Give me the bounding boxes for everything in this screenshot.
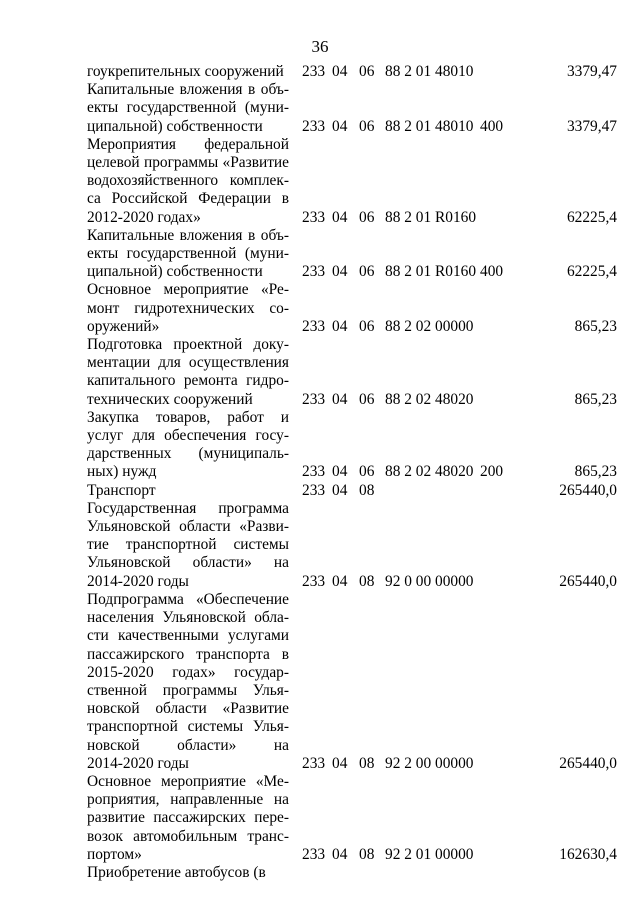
expense-type-code: 200 — [480, 463, 504, 481]
table-row — [87, 227, 617, 282]
description-line: сти качественными услугами — [87, 627, 289, 645]
subsection-code: 06 — [359, 317, 375, 335]
admin-code: 233 — [302, 572, 326, 590]
section-code: 04 — [332, 754, 348, 772]
admin-code: 233 — [302, 208, 326, 226]
row-description — [87, 281, 289, 336]
description-line: гоукрепительных сооружений — [87, 63, 284, 80]
description-line: населения Ульяновской обла- — [87, 609, 289, 627]
description-line: 2012-2020 годах» — [87, 208, 201, 226]
row-description — [87, 227, 289, 282]
description-line: ственной программы Улья- — [87, 681, 289, 699]
description-line: целевой программы «Развитие — [87, 154, 289, 172]
table-row — [87, 136, 617, 227]
target-article-code: 88 2 01 48010 — [385, 117, 474, 135]
description-line: Государственная программа — [87, 499, 289, 517]
admin-code: 233 — [302, 317, 326, 335]
section-code: 04 — [332, 317, 348, 335]
description-line: водохозяйственного комплек- — [87, 172, 289, 190]
budget-table — [87, 63, 617, 882]
description-line: капитального ремонта гидро- — [87, 372, 289, 390]
row-description — [87, 482, 289, 500]
row-description — [87, 500, 289, 591]
description-line: роприятия, направленные на — [87, 791, 289, 809]
target-article-code: 88 2 01 R0160 — [385, 208, 477, 226]
amount: 62225,4 — [566, 263, 617, 281]
description-line: монт гидротехнических со- — [87, 299, 289, 317]
description-line: новской области» на — [87, 736, 289, 754]
description-line: Приобретение автобусов (в — [87, 863, 266, 881]
description-line: ципальной) собственности — [87, 117, 263, 135]
target-article-code: 88 2 01 48010 — [385, 63, 474, 80]
admin-code: 233 — [302, 263, 326, 281]
subsection-code: 06 — [359, 208, 375, 226]
row-description — [87, 864, 289, 882]
target-article-code: 92 2 01 00000 — [385, 845, 474, 863]
amount: 162630,4 — [559, 845, 617, 863]
subsection-code: 08 — [359, 754, 375, 772]
row-description — [87, 336, 289, 409]
section-code: 04 — [332, 208, 348, 226]
target-article-code: 88 2 01 R0160 — [385, 263, 477, 281]
description-line: услуг для обеспечения госу- — [87, 427, 289, 445]
description-line: технических сооружений — [87, 390, 253, 408]
description-line: возок автомобильным транс- — [87, 827, 289, 845]
subsection-code: 08 — [359, 572, 375, 590]
table-row — [87, 81, 617, 136]
amount: 865,23 — [574, 390, 617, 408]
description-line: Капитальные вложения в объ- — [87, 226, 289, 244]
row-description — [87, 81, 289, 136]
table-row — [87, 281, 617, 336]
subsection-code: 08 — [359, 481, 375, 499]
admin-code: 233 — [302, 845, 326, 863]
row-description — [87, 63, 289, 81]
amount: 865,23 — [574, 463, 617, 481]
description-line: дарственных (муниципаль- — [87, 445, 289, 463]
table-row — [87, 63, 617, 81]
target-article-code: 92 0 00 00000 — [385, 572, 474, 590]
amount: 265440,0 — [559, 754, 617, 772]
description-line: ных) нужд — [87, 463, 157, 481]
section-code: 04 — [332, 481, 348, 499]
admin-code: 233 — [302, 463, 326, 481]
subsection-code: 06 — [359, 117, 375, 135]
description-line: са Российской Федерации в — [87, 190, 289, 208]
description-line: Ульяновской области «Разви- — [87, 518, 289, 536]
admin-code: 233 — [302, 63, 326, 80]
description-line: новской области «Развитие — [87, 700, 289, 718]
table-row — [87, 591, 617, 773]
description-line: 2015-2020 годах» государ- — [87, 663, 289, 681]
table-row — [87, 864, 617, 882]
amount: 3379,47 — [566, 117, 617, 135]
description-line: портом» — [87, 845, 142, 863]
row-description — [87, 591, 289, 773]
description-line: Капитальные вложения в объ- — [87, 81, 289, 99]
table-row — [87, 500, 617, 591]
subsection-code: 08 — [359, 845, 375, 863]
table-row — [87, 773, 617, 864]
description-line: 2014-2020 годы — [87, 754, 189, 772]
section-code: 04 — [332, 572, 348, 590]
target-article-code: 88 2 02 00000 — [385, 317, 474, 335]
row-description — [87, 409, 289, 482]
description-line: 2014-2020 годы — [87, 572, 189, 590]
table-row — [87, 409, 617, 482]
description-line: ментации для осуществления — [87, 354, 289, 372]
description-line: Мероприятия федеральной — [87, 135, 289, 153]
section-code: 04 — [332, 63, 348, 80]
admin-code: 233 — [302, 754, 326, 772]
description-line: тие транспортной системы — [87, 536, 289, 554]
description-line: ципальной) собственности — [87, 263, 263, 281]
admin-code: 233 — [302, 481, 326, 499]
description-line: Закупка товаров, работ и — [87, 408, 289, 426]
expense-type-code: 400 — [480, 263, 504, 281]
table-row — [87, 482, 617, 500]
page-number: 36 — [311, 37, 329, 56]
subsection-code: 06 — [359, 63, 375, 80]
target-article-code: 88 2 02 48020 — [385, 390, 474, 408]
section-code: 04 — [332, 263, 348, 281]
description-line: екты государственной (муни- — [87, 99, 289, 117]
description-line: Подпрограмма «Обеспечение — [87, 590, 289, 608]
expense-type-code: 400 — [480, 117, 504, 135]
description-line: транспортной системы Улья- — [87, 718, 289, 736]
admin-code: 233 — [302, 117, 326, 135]
description-line: Ульяновской области» на — [87, 554, 289, 572]
description-line: Подготовка проектной доку- — [87, 336, 289, 354]
target-article-code: 92 2 00 00000 — [385, 754, 474, 772]
section-code: 04 — [332, 390, 348, 408]
admin-code: 233 — [302, 390, 326, 408]
amount: 265440,0 — [559, 572, 617, 590]
section-code: 04 — [332, 117, 348, 135]
description-line: пассажирского транспорта в — [87, 645, 289, 663]
amount: 3379,47 — [566, 63, 617, 80]
amount: 265440,0 — [559, 481, 617, 499]
section-code: 04 — [332, 845, 348, 863]
description-line: Транспорт — [87, 481, 156, 499]
description-line: Основное мероприятие «Ме- — [87, 772, 289, 790]
row-description — [87, 773, 289, 864]
table-row — [87, 336, 617, 409]
row-description — [87, 136, 289, 227]
amount: 62225,4 — [566, 208, 617, 226]
target-article-code: 88 2 02 48020 — [385, 463, 474, 481]
description-line: Основное мероприятие «Ре- — [87, 281, 289, 299]
description-line: развитие пассажирских пере- — [87, 809, 289, 827]
subsection-code: 06 — [359, 390, 375, 408]
description-line: екты государственной (муни- — [87, 245, 289, 263]
subsection-code: 06 — [359, 263, 375, 281]
subsection-code: 06 — [359, 463, 375, 481]
amount: 865,23 — [574, 317, 617, 335]
section-code: 04 — [332, 463, 348, 481]
description-line: оружений» — [87, 317, 160, 335]
